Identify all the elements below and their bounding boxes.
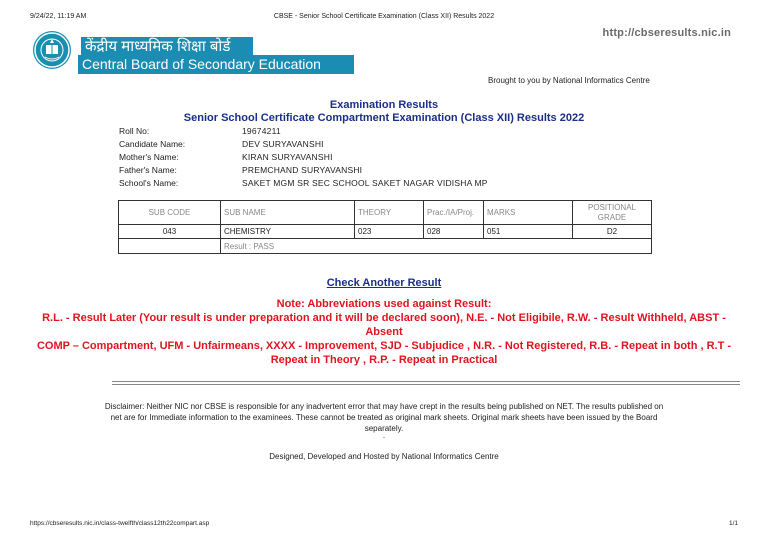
result-status: Result : PASS (221, 239, 652, 254)
note-heading: Note: Abbreviations used against Result: (276, 298, 492, 310)
site-url[interactable]: http://cbseresults.nic.in (602, 27, 731, 39)
candidate-name-value: DEV SURYAVANSHI (242, 139, 324, 149)
col-header-sub-name: SUB NAME (221, 201, 355, 225)
note-abbreviations-2: COMP – Compartment, UFM - Unfairmeans, XXXX - Improvement, SJD - Subjudice , N.R. - Not Registered, R.B. - Repeat in both , R.T - Repeat in Theory , R.P. - Repeat in Practical (36, 340, 732, 366)
mother-name-value: KIRAN SURYAVANSHI (242, 152, 333, 162)
roll-no-value: 19674211 (242, 126, 281, 136)
footer-page-number: 1/1 (728, 520, 738, 527)
print-doc-title: CBSE - Senior School Certificate Examination (Class XII) Results 2022 (273, 13, 495, 20)
cell-practical: 028 (424, 225, 484, 239)
father-name-value: PREMCHAND SURYAVANSHI (242, 165, 363, 175)
disclaimer-dot: . (382, 431, 386, 440)
exam-subtitle: Senior School Certificate Compartment Examination (Class XII) Results 2022 (183, 112, 585, 124)
check-another-result-link[interactable]: Check Another Result (326, 277, 442, 289)
candidate-name-label: Candidate Name: (119, 139, 186, 149)
print-datetime: 9/24/22, 11:19 AM (30, 13, 87, 20)
school-name-label: School's Name: (119, 178, 179, 188)
cell-sub-name: CHEMISTRY (221, 225, 355, 239)
cell-marks: 051 (484, 225, 573, 239)
school-name-value: SAKET MGM SR SEC SCHOOL SAKET NAGAR VIDISHA MP (242, 178, 488, 188)
table-header-row (119, 201, 652, 225)
note-abbreviations-1: R.L. - Result Later (Your result is under preparation and it will be declared soon), N.E. - Not Eligibile, R.W. - Result Withheld, ABST - Absent (42, 312, 726, 338)
col-header-marks: MARKS (484, 201, 573, 225)
col-header-theory: THEORY (355, 201, 424, 225)
brought-by-text: Brought to you by National Informatics Centre (488, 76, 650, 85)
col-header-positional-grade: POSITIONAL GRADE (573, 201, 652, 225)
cell-grade: D2 (573, 225, 652, 239)
results-table (118, 200, 652, 254)
col-header-practical: Prac./IA/Proj. (424, 201, 484, 225)
board-name-hindi: केंद्रीय माध्यमिक शिक्षा बोर्ड (81, 37, 253, 56)
designed-by-text: Designed, Developed and Hosted by National Informatics Centre (269, 452, 499, 461)
disclaimer-text: Disclaimer: Neither NIC nor CBSE is responsible for any inadvertent error that may have crept in the results being published on NET. The results published on net are for Immediate information to the examinees. These cannot be treated as original mark sheets. Original mark sheets have been issued by the Board separately. (104, 402, 664, 433)
cell-sub-code: 043 (119, 225, 221, 239)
col-header-sub-code: SUB CODE (119, 201, 221, 225)
table-row (119, 225, 652, 239)
cbse-logo (33, 31, 71, 69)
board-name-english: Central Board of Secondary Education (78, 55, 354, 74)
roll-no-label: Roll No: (119, 126, 150, 136)
page-title: Examination Results (329, 99, 439, 111)
divider-bottom (112, 384, 740, 385)
mother-name-label: Mother's Name: (119, 152, 179, 162)
result-row-empty-cell (119, 239, 221, 254)
result-row (119, 239, 652, 254)
father-name-label: Father's Name: (119, 165, 177, 175)
footer-url[interactable]: https://cbseresults.nic.in/class-twelfth/class12th22compart.asp (30, 520, 210, 527)
divider-top (112, 381, 740, 382)
cell-theory: 023 (355, 225, 424, 239)
